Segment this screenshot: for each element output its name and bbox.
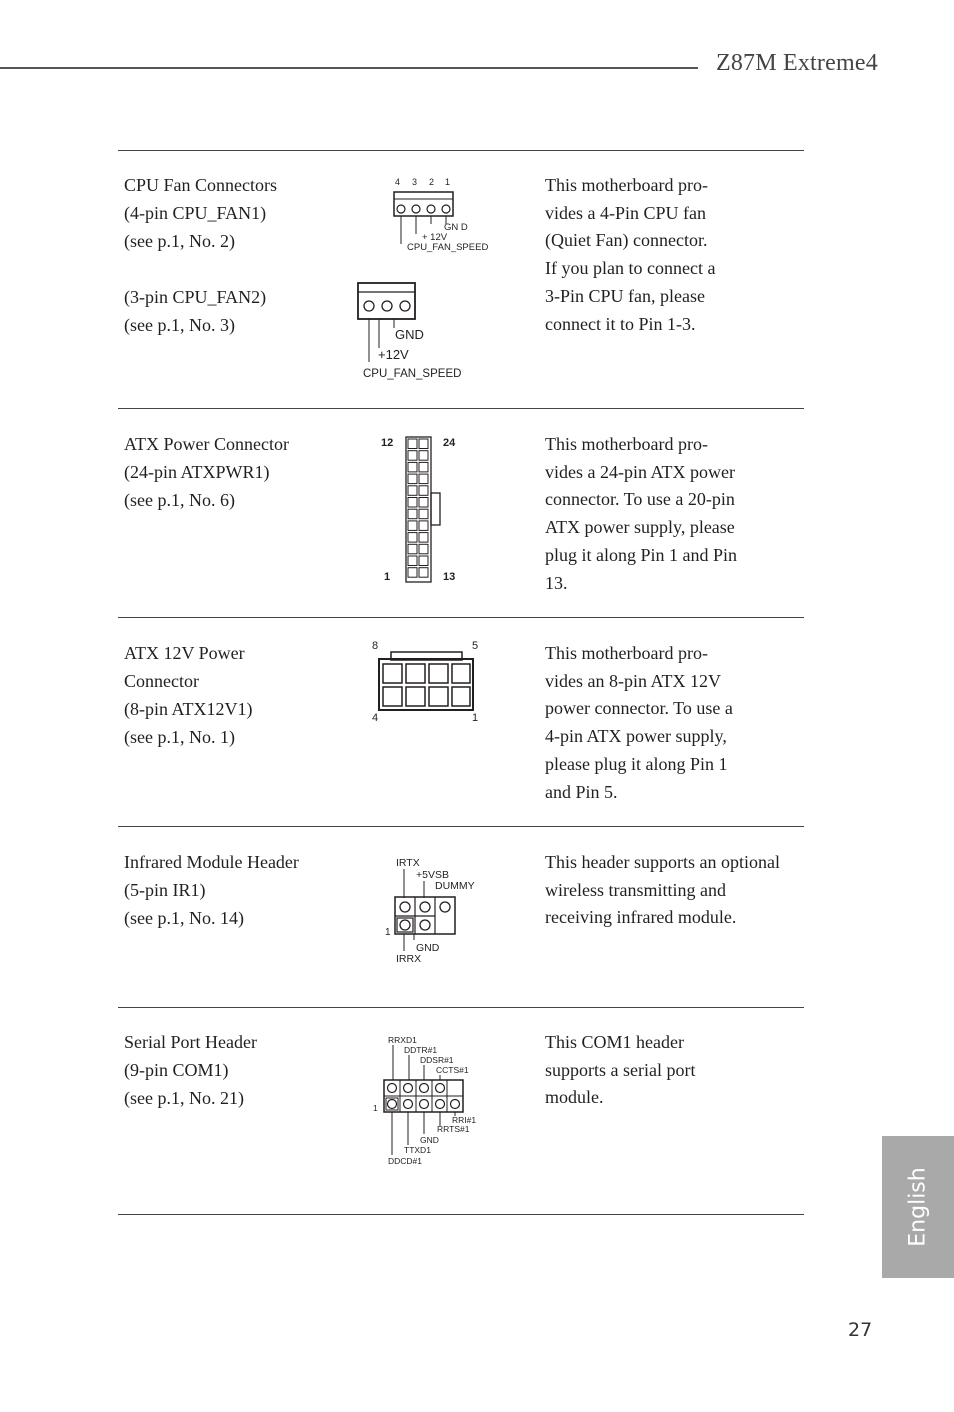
atx-pin (419, 568, 428, 578)
com-description-right (545, 1029, 695, 1112)
cpu-fan-diagram (350, 172, 520, 387)
connector-name: ATX Power Connector (124, 434, 289, 454)
atx-pin (419, 451, 428, 461)
description-line: and Pin 5. (545, 781, 618, 802)
pin-number: 13 (443, 571, 456, 583)
atx-pin (419, 509, 428, 519)
header-rule (0, 67, 698, 69)
description-line: This motherboard pro- (545, 434, 708, 454)
language-tab-label: English (905, 1167, 931, 1247)
description-line: ATX power supply, please (545, 517, 735, 538)
com-pin-label: RRXD1 (388, 1035, 417, 1045)
connector-name: CPU Fan Connectors (124, 175, 277, 195)
atx-power-description-left (124, 430, 289, 514)
com-pin-label: TTXD1 (404, 1145, 431, 1155)
description-line: receiving infrared module. (545, 907, 737, 928)
atx-pin (419, 474, 428, 484)
ir-description-right (545, 849, 780, 932)
section-divider (118, 408, 804, 409)
section-divider (118, 150, 804, 151)
atx-pin (408, 568, 417, 578)
description-line: module. (545, 1087, 604, 1108)
ir-description-left (124, 848, 299, 932)
connector-name: ATX 12V Power (124, 643, 245, 663)
pin-label: 2 (429, 177, 435, 187)
atx-pin (408, 521, 417, 531)
pin-spec: (9-pin COM1) (124, 1060, 229, 1080)
description-line: This header supports an optional (545, 852, 780, 872)
atx12v-description-right (545, 640, 733, 806)
atx-pin (408, 509, 417, 519)
irrx-label: IRRX (396, 953, 422, 965)
description-line: 13. (545, 572, 568, 593)
com-pin-label: DDCD#1 (388, 1156, 423, 1166)
vsb-label: +5VSB (416, 869, 449, 881)
description-line: plug it along Pin 1 and Pin (545, 544, 738, 565)
ir-header-diagram (380, 854, 490, 966)
atx-pin (408, 486, 417, 496)
description-line: connect it to Pin 1-3. (545, 313, 696, 334)
page-reference: (see p.1, No. 14) (124, 908, 244, 928)
gnd-label: GND (416, 942, 440, 954)
section-divider (118, 826, 804, 827)
page-reference: (see p.1, No. 2) (124, 231, 235, 251)
page-reference: (see p.1, No. 21) (124, 1088, 244, 1108)
atx-pin (408, 544, 417, 554)
pin1-label: 1 (385, 927, 391, 938)
atx-pin (419, 521, 428, 531)
model-title: Z87M Extreme4 (716, 50, 878, 76)
irtx-label: IRTX (396, 857, 420, 869)
section-divider (118, 1007, 804, 1008)
atx-pin (419, 462, 428, 472)
pin-number: 12 (381, 437, 394, 449)
cpu-fan2-3pin-diagram (358, 283, 461, 380)
com-description-left (124, 1028, 257, 1112)
page-reference: (see p.1, No. 1) (124, 727, 235, 747)
atx-pin (419, 533, 428, 543)
pin-spec: (5-pin IR1) (124, 880, 206, 900)
fan-speed-label: CPU_FAN_SPEED (407, 242, 489, 253)
description-line: This motherboard pro- (545, 643, 708, 663)
description-line: power connector. To use a (545, 698, 733, 719)
pin-spec: (8-pin ATX12V1) (124, 699, 253, 719)
fan-speed-label: CPU_FAN_SPEED (363, 368, 462, 380)
page-reference: (see p.1, No. 3) (124, 314, 235, 335)
dummy-label: DUMMY (435, 880, 475, 892)
atx-pin (419, 498, 428, 508)
pin-spec: (3-pin CPU_FAN2) (124, 286, 267, 307)
cpu-fan-description-right (545, 172, 715, 338)
description-line: supports a serial port (545, 1059, 696, 1080)
description-line: vides an 8-pin ATX 12V (545, 670, 721, 691)
v12-label: +12V (378, 347, 409, 362)
pin-number: 8 (372, 640, 379, 652)
page-reference: (see p.1, No. 6) (124, 490, 235, 510)
com-pin-label: RRI#1 (452, 1115, 477, 1125)
atx-pin (408, 474, 417, 484)
section-divider (118, 1214, 804, 1215)
gnd-label: GN D (444, 222, 468, 233)
atx-pin (408, 439, 417, 449)
connector-name: Connector (124, 671, 199, 691)
pin-spec: (24-pin ATXPWR1) (124, 462, 270, 482)
description-line: connector. To use a 20-pin (545, 489, 735, 510)
com-pin-label: CCTS#1 (436, 1065, 469, 1075)
connector-name: Infrared Module Header (124, 852, 299, 872)
language-tab (882, 1136, 954, 1278)
v12-label: + 12V (422, 232, 448, 243)
description-line: This motherboard pro- (545, 175, 708, 195)
cpu-fan1-4pin-diagram (394, 177, 488, 253)
description-line: (Quiet Fan) connector. (545, 230, 708, 251)
atx-pin (408, 498, 417, 508)
atx-pin (419, 486, 428, 496)
description-line: 4-pin ATX power supply, (545, 726, 727, 747)
pin-number: 24 (443, 437, 456, 449)
pin1-label: 1 (373, 1103, 378, 1113)
com-pin-label: DDTR#1 (404, 1045, 438, 1055)
com-pin-label: RRTS#1 (437, 1124, 470, 1134)
pin-label: 3 (412, 177, 418, 187)
atx-24pin-diagram (370, 430, 470, 590)
description-line: If you plan to connect a (545, 258, 716, 279)
com-header-diagram (370, 1032, 490, 1168)
section-divider (118, 617, 804, 618)
atx-pin (419, 556, 428, 566)
atx12v-8pin-diagram (365, 636, 490, 728)
pin-spec: (4-pin CPU_FAN1) (124, 203, 267, 223)
pin-number: 5 (472, 640, 479, 652)
atx-pin (408, 556, 417, 566)
connector-name: Serial Port Header (124, 1032, 257, 1052)
atx-pin (419, 439, 428, 449)
atx12v-description-left (124, 639, 253, 751)
pin-number: 4 (372, 712, 379, 724)
com-pin-label: GND (420, 1135, 439, 1145)
description-line: please plug it along Pin 1 (545, 753, 728, 774)
pin-number: 1 (384, 571, 391, 583)
pin-number: 1 (472, 712, 479, 724)
atx-power-description-right (545, 431, 737, 597)
description-line: vides a 24-pin ATX power (545, 461, 735, 482)
atx-pin (408, 462, 417, 472)
description-line: This COM1 header (545, 1032, 684, 1052)
description-line: 3-Pin CPU fan, please (545, 285, 705, 306)
atx-pin (419, 544, 428, 554)
description-line: vides a 4-Pin CPU fan (545, 202, 706, 223)
pin-label: 1 (445, 177, 451, 187)
atx-pin (408, 451, 417, 461)
description-line: wireless transmitting and (545, 879, 726, 900)
pin-label: 4 (395, 177, 401, 187)
atx-pin (408, 533, 417, 543)
com-pin-label: DDSR#1 (420, 1055, 454, 1065)
gnd-label: GND (395, 327, 424, 342)
cpu-fan-description-left (124, 171, 277, 339)
page-number: 27 (848, 1319, 873, 1341)
